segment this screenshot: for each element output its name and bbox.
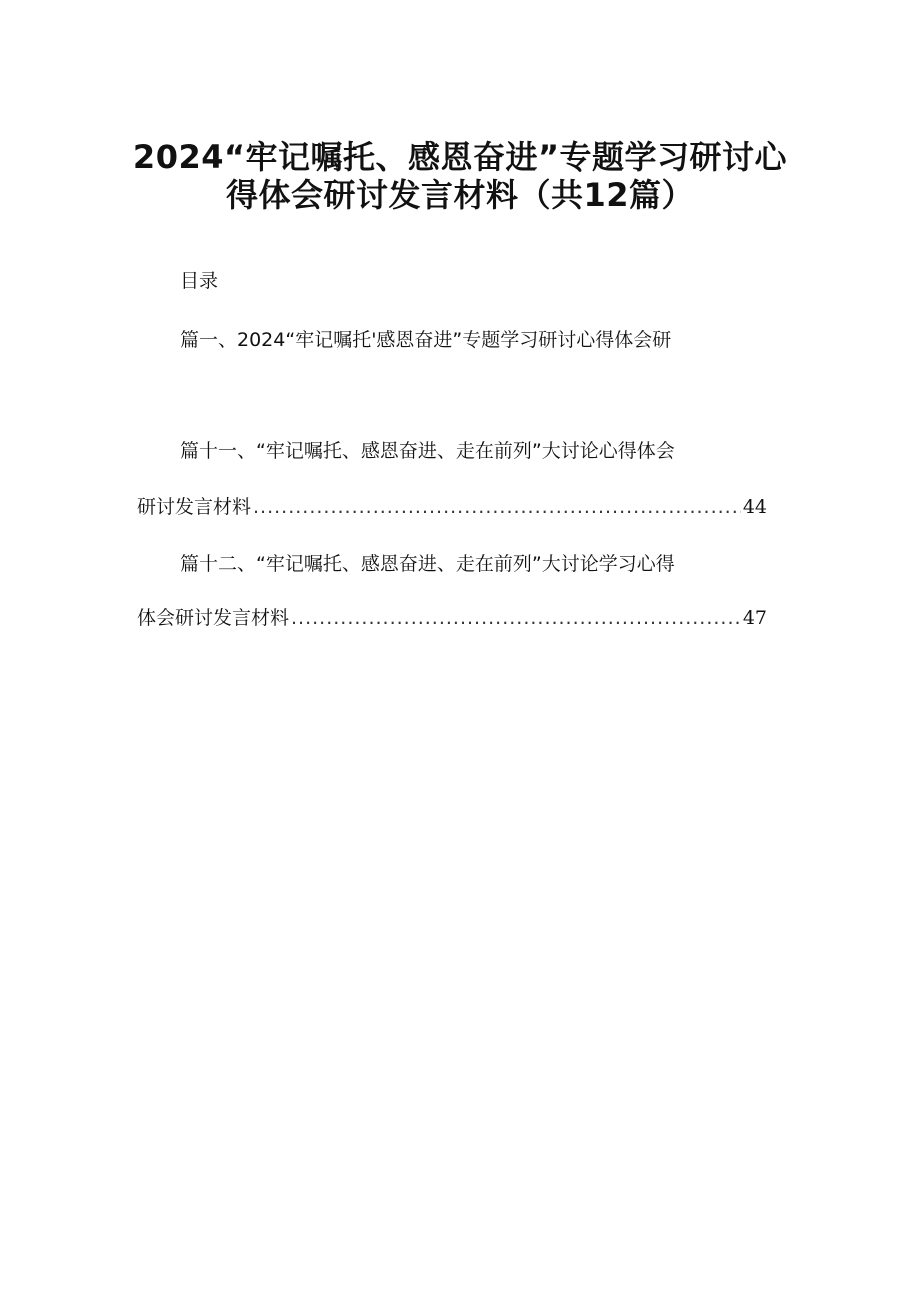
toc-entry-11-line-1[interactable]: 篇十一、“牢记嘱托、感恩奋进、走在前列”大讨论心得体会 (180, 440, 675, 462)
toc-entry-1[interactable]: 篇一、2024“牢记嘱托'感恩奋进”专题学习研讨心得体会研 (180, 329, 672, 351)
toc-heading: 目录 (180, 270, 219, 292)
toc-leader-dots (253, 498, 741, 517)
toc-entry-12-page: 47 (742, 607, 767, 629)
toc-leader-dots (291, 609, 741, 628)
toc-entry-11-line-2[interactable] (137, 498, 767, 517)
toc-entry-12-line-2[interactable] (137, 609, 767, 628)
document-title-line-1: 2024“牢记嘱托、感恩奋进”专题学习研讨心 (132, 138, 788, 176)
document-title-line-2: 得体会研讨发言材料（共12篇） (225, 176, 695, 214)
toc-entry-12-label: 体会研讨发言材料 (137, 607, 290, 629)
toc-entry-12-line-1[interactable]: 篇十二、“牢记嘱托、感恩奋进、走在前列”大讨论学习心得 (180, 553, 675, 575)
toc-entry-11-label: 研讨发言材料 (137, 496, 252, 518)
toc-entry-11-page: 44 (742, 496, 767, 518)
